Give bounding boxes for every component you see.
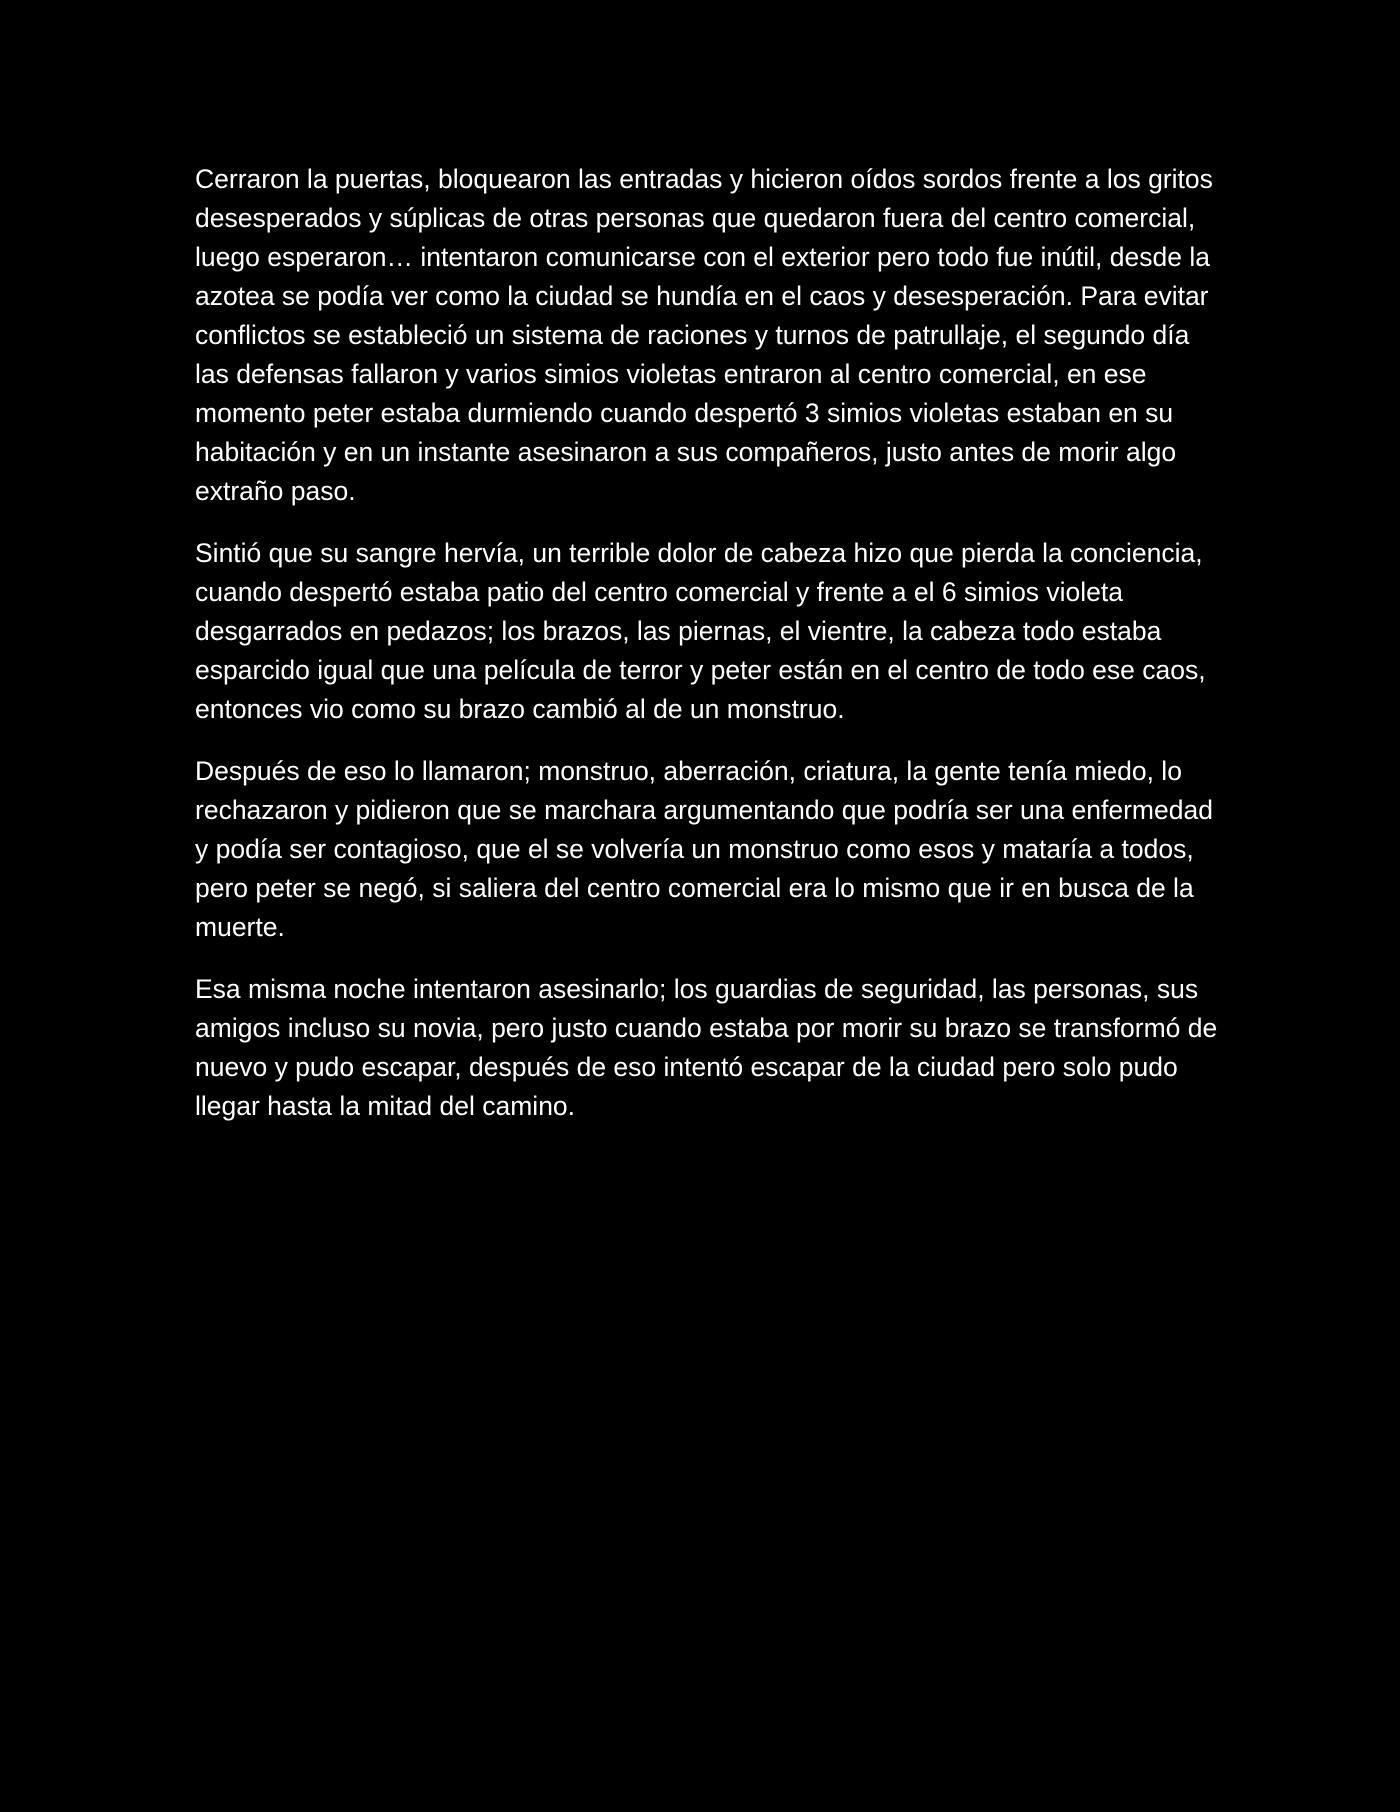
paragraph-4: Esa misma noche intentaron asesinarlo; los guardias de seguridad, las personas, sus amigos incluso su novia, pero justo cuando estaba por morir su brazo se transformó de nuevo y pudo escapar, después de eso intentó escapar de la ciudad pero solo pudo llegar hasta la mitad del camino.: [195, 974, 1218, 1121]
paragraph-2: Sintió que su sangre hervía, un terrible dolor de cabeza hizo que pierda la conciencia, cuando despertó estaba patio del centro comercial y frente a el 6 simios violeta desgarrados en pedazos; los brazos, las piernas, el vientre, la cabeza todo estaba esparcido igual que una película de terror y peter están en el centro de todo ese caos, entonces vio como su brazo cambió al de un monstruo.: [195, 538, 1206, 724]
story-text: [195, 160, 1225, 1149]
paragraph-3: Después de eso lo llamaron; monstruo, aberración, criatura, la gente tenía miedo, lo rechazaron y pidieron que se marchara argumentando que podría ser una enfermedad y podía ser contagioso, que el se volvería un monstruo como esos y mataría a todos, pero peter se negó, si saliera del centro comercial era lo mismo que ir en busca de la muerte.: [195, 756, 1213, 942]
paragraph-1: Cerraron la puertas, bloquearon las entradas y hicieron oídos sordos frente a los gritos desesperados y súplicas de otras personas que quedaron fuera del centro comercial, luego esperaron… intentaron comunicarse con el exterior pero todo fue inútil, desde la azotea se podía ver como la ciudad se hundía en el caos y desesperación. Para evitar conflictos se estableció un sistema de raciones y turnos de patrullaje, el segundo día las defensas fallaron y varios simios violetas entraron al centro comercial, en ese momento peter estaba durmiendo cuando despertó 3 simios violetas estaban en su habitación y en un instante asesinaron a sus compañeros, justo antes de morir algo extraño paso.: [195, 164, 1213, 506]
